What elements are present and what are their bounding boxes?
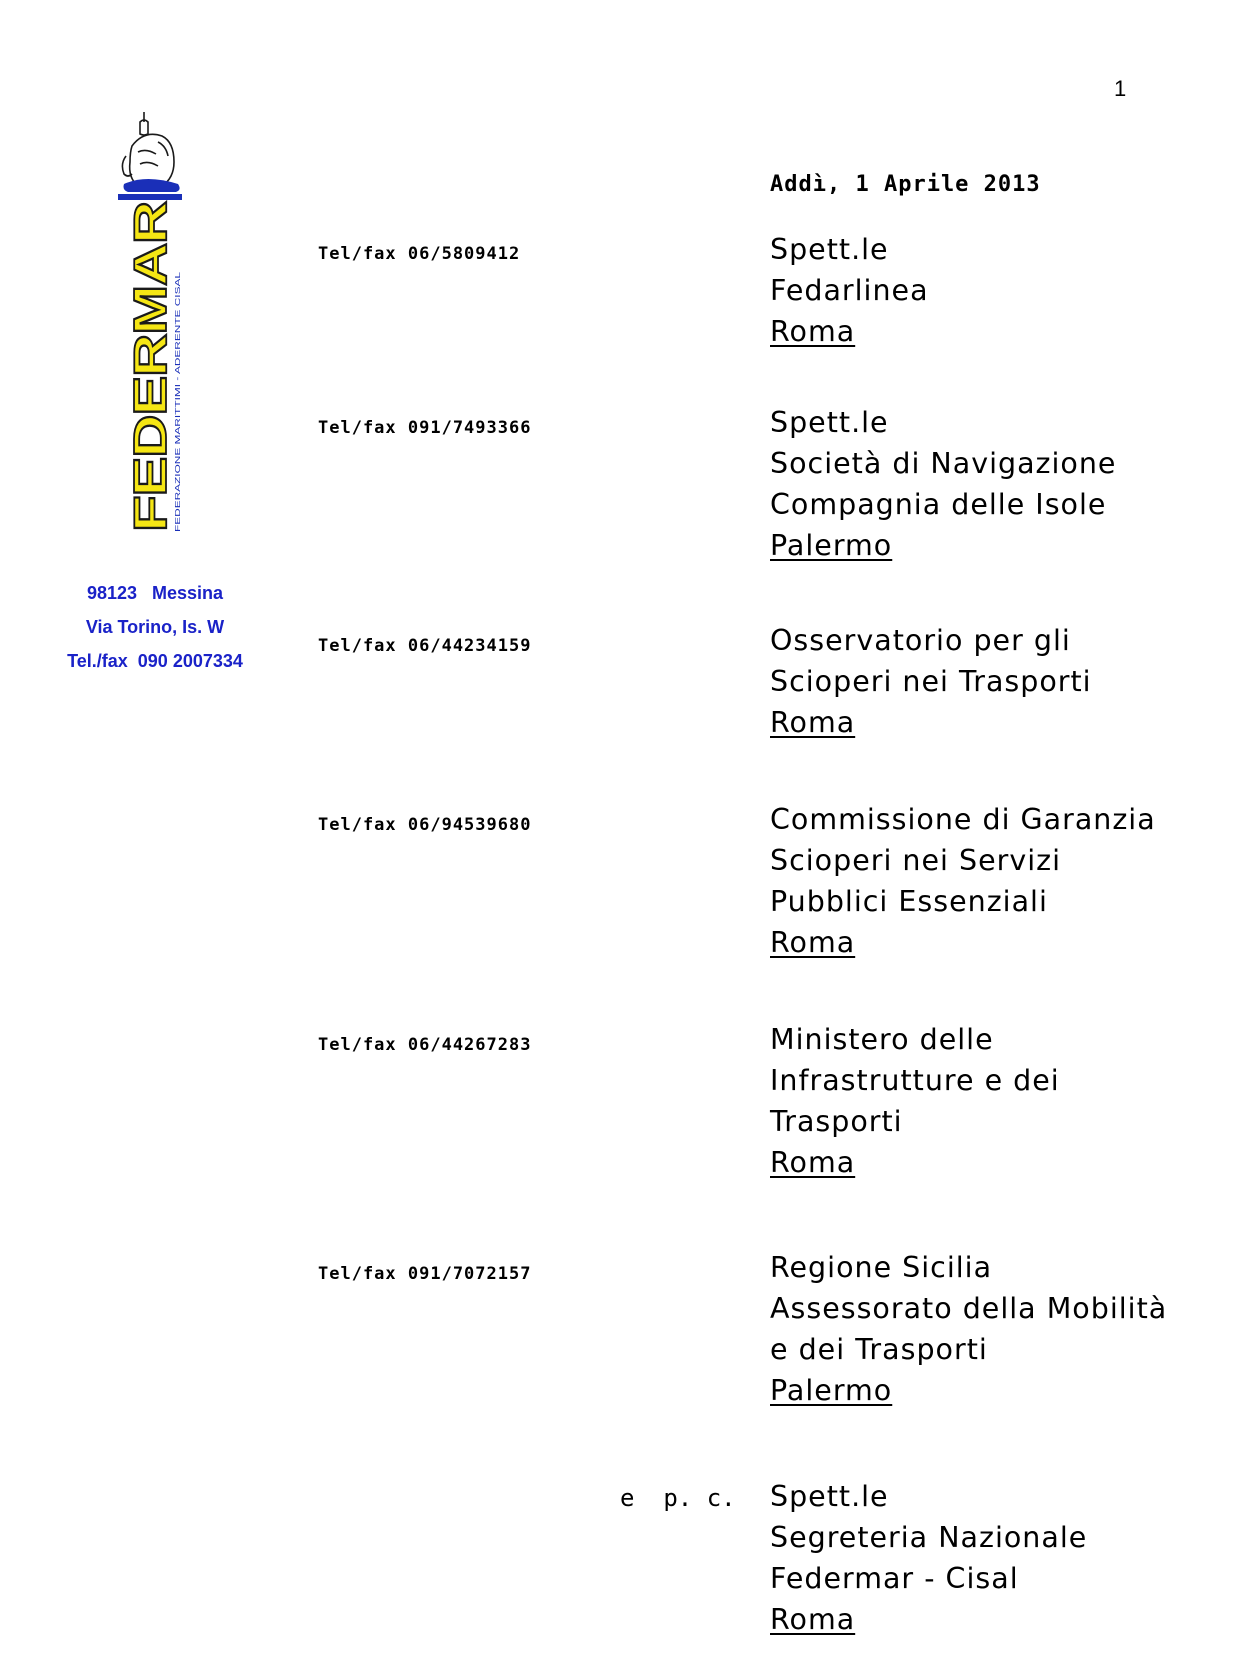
recipient-line: Spett.le — [770, 1480, 889, 1513]
recipient-line: Regione Sicilia — [770, 1251, 993, 1284]
fax-number: Tel/fax 06/44234159 — [318, 636, 532, 656]
recipient-line: Scioperi nei Trasporti — [770, 665, 1092, 698]
recipient-line: Fedarlinea — [770, 274, 929, 307]
recipient-line: Commissione di Garanzia — [770, 803, 1156, 836]
federmar-logo — [118, 112, 198, 564]
fax-number: Tel/fax 06/5809412 — [318, 244, 521, 264]
sender-phone: Tel./fax 090 2007334 — [67, 651, 243, 671]
recipient-line: Società di Navigazione — [770, 447, 1117, 480]
recipient-line: Segreteria Nazionale — [770, 1521, 1088, 1554]
sender-address-line2: Via Torino, Is. W — [85, 617, 225, 637]
recipient-city: Roma — [770, 1603, 856, 1636]
recipient-block — [770, 620, 1092, 743]
recipient-block — [770, 1019, 1060, 1183]
page-number: 1 — [1114, 76, 1127, 101]
recipient-block — [770, 1247, 1167, 1411]
recipient-line: Spett.le — [770, 406, 889, 439]
recipient-line: Assessorato della Mobilità — [770, 1292, 1168, 1325]
sender-address — [30, 576, 280, 678]
recipient-block — [770, 402, 1116, 566]
recipient-line: Pubblici Essenziali — [770, 885, 1048, 918]
recipient-line: Trasporti — [770, 1105, 903, 1138]
federmar-logo-graphic — [118, 112, 198, 564]
recipient-line: Compagnia delle Isole — [770, 488, 1107, 521]
recipient-city: Palermo — [770, 1374, 893, 1407]
fax-number: Tel/fax 06/44267283 — [318, 1035, 532, 1055]
recipient-line: Ministero delle — [770, 1023, 994, 1056]
recipient-city: Roma — [770, 706, 856, 739]
recipient-block — [770, 1476, 1087, 1640]
fax-number: Tel/fax 06/94539680 — [318, 815, 532, 835]
recipient-city: Roma — [770, 1146, 856, 1179]
recipient-line: Scioperi nei Servizi — [770, 844, 1062, 877]
recipient-city: Roma — [770, 315, 856, 348]
letter-date: Addì, 1 Aprile 2013 — [770, 172, 1041, 197]
recipient-line: Spett.le — [770, 233, 889, 266]
fax-number: Tel/fax 091/7493366 — [318, 418, 532, 438]
recipient-line: Federmar - Cisal — [770, 1562, 1019, 1595]
recipient-city: Palermo — [770, 529, 893, 562]
cc-label: e p. c. — [620, 1484, 736, 1512]
logo-subtitle: FEDERAZIONE MARITTIMI - ADERENTE CISAL — [175, 378, 182, 532]
sender-address-line1: 98123 Messina — [86, 583, 224, 603]
recipient-block — [770, 229, 929, 352]
logo-name: FEDERMAR — [124, 279, 176, 532]
recipient-line: Infrastrutture e dei — [770, 1064, 1060, 1097]
recipient-city: Roma — [770, 926, 856, 959]
recipient-line: Osservatorio per gli — [770, 624, 1071, 657]
recipient-line: e dei Trasporti — [770, 1333, 988, 1366]
recipient-block — [770, 799, 1156, 963]
fax-number: Tel/fax 091/7072157 — [318, 1264, 532, 1284]
